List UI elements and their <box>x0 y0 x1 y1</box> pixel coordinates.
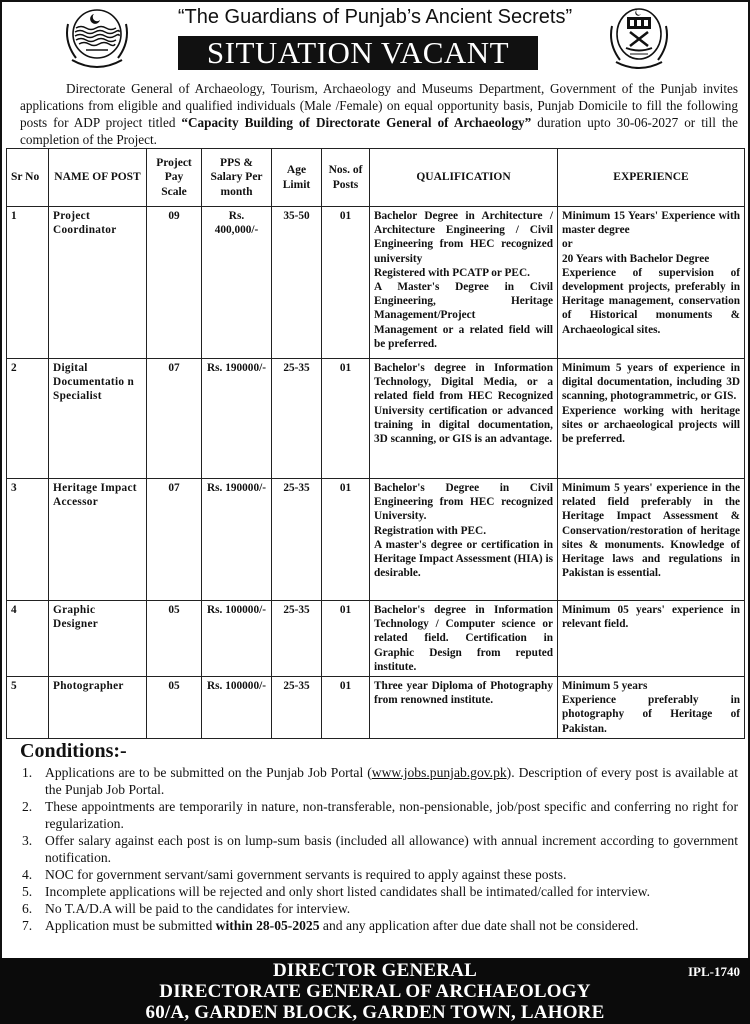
cell-sr: 4 <box>7 601 49 677</box>
tagline: “The Guardians of Punjab’s Ancient Secrets” <box>177 6 573 28</box>
table-row <box>7 207 745 359</box>
condition-item <box>20 900 738 917</box>
footer-reference-number: IPL-1740 <box>688 964 740 979</box>
cell-salary: Rs. 400,000/- <box>202 207 272 359</box>
cell-post-name: Digital Documentatio n Specialist <box>49 359 147 479</box>
cell-salary: Rs. 100000/- <box>202 601 272 677</box>
header-experience: EXPERIENCE <box>558 149 745 207</box>
intro-text-before: Directorate General of Archaeology, Tourism, Archaeology and Museums Department, Government of the Punjab invites applications from eligible and qualified individuals (Male /Female) on equal opportunity basis, Punjab Domicile to fill the following posts for ADP project titled <box>20 81 738 130</box>
cell-experience: Minimum 5 years Experience preferably in photography of Heritage of Pakistan. <box>558 677 745 739</box>
header-nos-of-posts: Nos. of Posts <box>322 149 370 207</box>
cell-qualification: Three year Diploma of Photography from renowned institute. <box>370 677 558 739</box>
conditions-list <box>20 764 738 934</box>
condition-number: 1. <box>22 765 33 780</box>
condition-text-after: and any application after due date shall not be considered. <box>319 918 639 933</box>
condition-number: 5. <box>22 884 33 899</box>
intro-paragraph <box>20 80 738 148</box>
condition-item <box>20 832 738 866</box>
conditions-title: Conditions:- <box>20 740 127 762</box>
cell-experience: Minimum 5 years of experience in digital documentation, including 3D scanning, photogrammetric, or GIS. Experience working with heritage sites or archaeological projects will be preferred. <box>558 359 745 479</box>
cell-qualification: Bachelor's degree in Information Technology / Computer science or related field. Certification in Graphic Design from reputed institute. <box>370 601 558 677</box>
cell-post-name: Heritage Impact Accessor <box>49 479 147 601</box>
condition-item <box>20 917 738 934</box>
cell-salary: Rs. 190000/- <box>202 359 272 479</box>
deadline-text: within 28-05-2025 <box>215 918 320 933</box>
footer-address: 60/A, GARDEN BLOCK, GARDEN TOWN, LAHORE <box>145 1002 605 1023</box>
condition-text: Offer salary against each post is on lump-sum basis (included all allowance) with annual increment according to government notification. <box>45 833 738 865</box>
cell-qualification: Bachelor's Degree in Civil Engineering from HEC recognized University. Registration with PEC. A master's degree or certification in Heritage Impact Assessment (HIA) is desirable. <box>370 479 558 601</box>
condition-item <box>20 798 738 832</box>
job-portal-link[interactable]: www.jobs.punjab.gov.pk <box>371 765 507 780</box>
condition-number: 6. <box>22 901 33 916</box>
cell-nos-of-posts: 01 <box>322 359 370 479</box>
condition-text-before: Application must be submitted <box>45 918 216 933</box>
cell-pay-scale: 09 <box>147 207 202 359</box>
cell-sr: 5 <box>7 677 49 739</box>
condition-text <box>45 764 738 798</box>
cell-age-limit: 35-50 <box>272 207 322 359</box>
header-qualification: QUALIFICATION <box>370 149 558 207</box>
intro-text-after: duration upto 30-06-2027 or till the completion of the Project. <box>20 115 738 147</box>
cell-sr: 2 <box>7 359 49 479</box>
table-row <box>7 601 745 677</box>
condition-text-after: ). Description of every post is available at the Punjab Job Portal. <box>45 765 738 797</box>
cell-nos-of-posts: 01 <box>322 601 370 677</box>
footer-directorate: DIRECTORATE GENERAL OF ARCHAEOLOGY <box>159 981 591 1002</box>
cell-age-limit: 25-35 <box>272 601 322 677</box>
header-sr-no: Sr No <box>7 149 49 207</box>
header-age-limit: Age Limit <box>272 149 322 207</box>
table-row <box>7 359 745 479</box>
table-row <box>7 479 745 601</box>
cell-post-name: Graphic Designer <box>49 601 147 677</box>
header-salary: PPS & Salary Per month <box>202 149 272 207</box>
cell-nos-of-posts: 01 <box>322 479 370 601</box>
cell-salary: Rs. 190000/- <box>202 479 272 601</box>
cell-salary: Rs. 100000/- <box>202 677 272 739</box>
header-name-of-post: NAME OF POST <box>49 149 147 207</box>
cell-post-name: Project Coordinator <box>49 207 147 359</box>
condition-text: NOC for government servant/sami government servants is required to apply against these posts. <box>45 867 567 882</box>
condition-text: These appointments are temporarily in nature, non-transferable, non-pensionable, job/post specific and conferring no right for regularization. <box>45 799 738 831</box>
footer-banner <box>0 958 750 1024</box>
conditions-section <box>20 740 738 934</box>
cell-age-limit: 25-35 <box>272 479 322 601</box>
cell-experience: Minimum 5 years' experience in the related field preferably in the Heritage Impact Assessment & Conservation/restoration of heritage sites & monuments. Knowledge of Heritage laws and regulations in Pakistan is essential. <box>558 479 745 601</box>
cell-experience: Minimum 15 Years' Experience with master degree or 20 Years with Bachelor Degree Experience of supervision of development projects, preferably in Heritage management, conservation of Historical monuments & Archaeological sites. <box>558 207 745 359</box>
cell-post-name: Photographer <box>49 677 147 739</box>
condition-number: 4. <box>22 867 33 882</box>
cell-experience: Minimum 05 years' experience in relevant field. <box>558 601 745 677</box>
project-title: “Capacity Building of Directorate General of Archaeology” <box>181 115 532 130</box>
footer-director-general: DIRECTOR GENERAL <box>273 960 477 981</box>
cell-qualification: Bachelor Degree in Architecture / Architecture Engineering / Civil Engineering from HEC recognized university Registered with PCATP or PEC. A Master's Degree in Civil Engineering, Heritage Management/Project Management or a related field will be preferred. <box>370 207 558 359</box>
header-pay-scale: Project Pay Scale <box>147 149 202 207</box>
table-row <box>7 677 745 739</box>
condition-item <box>20 764 738 798</box>
cell-sr: 1 <box>7 207 49 359</box>
cell-pay-scale: 07 <box>147 479 202 601</box>
table-header-row <box>7 149 745 207</box>
cell-qualification: Bachelor's degree in Information Technology, Digital Media, or a related field from HEC Recognized University certification or advanced training in digital documentation, 3D scanning, or GIS is an advantage. <box>370 359 558 479</box>
cell-age-limit: 25-35 <box>272 359 322 479</box>
condition-number: 7. <box>22 918 33 933</box>
condition-number: 3. <box>22 833 33 848</box>
cell-nos-of-posts: 01 <box>322 677 370 739</box>
cell-age-limit: 25-35 <box>272 677 322 739</box>
cell-pay-scale: 05 <box>147 601 202 677</box>
condition-text-before: Applications are to be submitted on the Punjab Job Portal ( <box>45 765 372 780</box>
condition-text: No T.A/D.A will be paid to the candidates for interview. <box>45 901 351 916</box>
cell-nos-of-posts: 01 <box>322 207 370 359</box>
condition-text <box>45 917 738 934</box>
cell-sr: 3 <box>7 479 49 601</box>
situation-vacant-banner: SITUATION VACANT <box>178 36 538 70</box>
condition-text: Incomplete applications will be rejected and only short listed candidates shall be intimated/called for interview. <box>45 884 650 899</box>
cell-pay-scale: 05 <box>147 677 202 739</box>
posts-table <box>6 148 745 739</box>
condition-number: 2. <box>22 799 33 814</box>
condition-item <box>20 866 738 883</box>
cell-pay-scale: 07 <box>147 359 202 479</box>
condition-item <box>20 883 738 900</box>
